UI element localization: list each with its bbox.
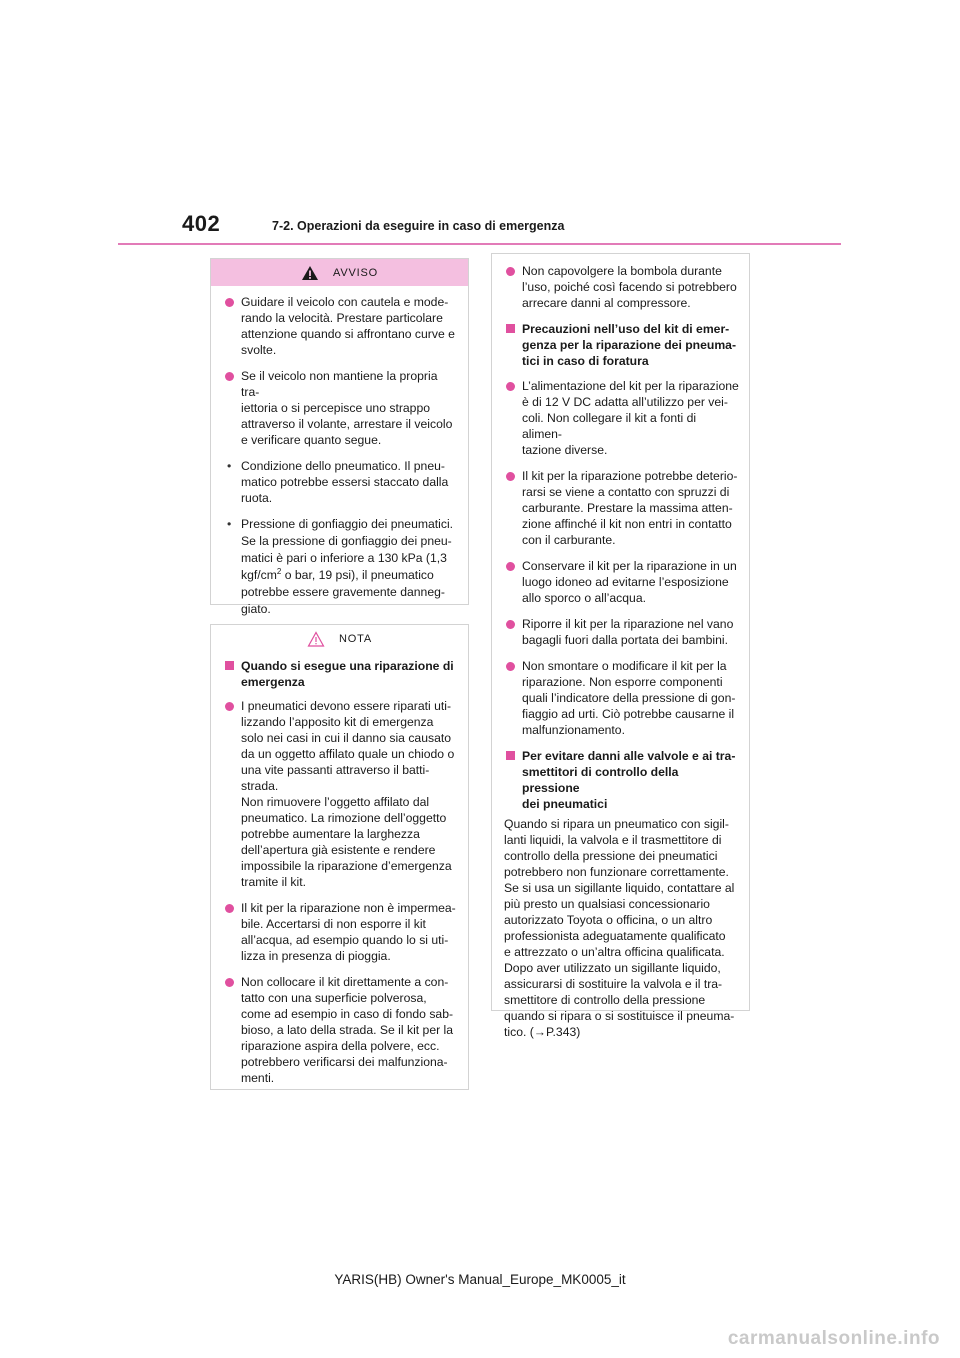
note-heading: Per evitare danni alle valvole e ai tra- smettitori di controllo della pressione dei pneumatici bbox=[504, 748, 739, 812]
warning-box-header bbox=[211, 259, 468, 286]
superscript: 2 bbox=[276, 566, 282, 576]
section-title: 7-2. Operazioni da eseguire in caso di emergenza bbox=[272, 219, 565, 233]
note-item: Non collocare il kit direttamente a con- tatto con una superficie polverosa, come ad esempio in caso di fondo sab- bioso, a lato della strada. Se il kit per la riparazione aspira della polvere, ecc. potrebbero verificarsi dei malfunziona- menti. bbox=[223, 974, 458, 1086]
footer-manual-id: YARIS(HB) Owner's Manual_Europe_MK0005_it bbox=[334, 1272, 626, 1287]
note-heading: Precauzioni nell’uso del kit di emer- genza per la riparazione dei pneuma- tici in caso di foratura bbox=[504, 321, 739, 369]
caution-triangle-icon bbox=[307, 631, 325, 647]
warning-item: Guidare il veicolo con cautela e mode- rando la velocità. Prestare particolare attenzione quando si affrontano curve e svolte. bbox=[223, 294, 458, 358]
watermark: carmanualsonline.info bbox=[727, 1328, 940, 1349]
header-rule bbox=[118, 243, 841, 245]
right-note-box bbox=[491, 253, 750, 1039]
warning-box bbox=[210, 258, 469, 616]
note-item: Il kit per la riparazione potrebbe deterio- rarsi se viene a contatto con spruzzi di carburante. Prestare la massima atten- zione affinché il kit non entri in contatto con il carburante. bbox=[504, 468, 739, 548]
warning-subitem-text: Pressione di gonfiaggio dei pneumatici. Se la pressione di gonfiaggio dei pneu- matici è pari o inferiore a 130 kPa (1,3 kgf/cm bbox=[241, 517, 454, 582]
warning-triangle-icon bbox=[301, 265, 319, 281]
note-item: Non smontare o modificare il kit per la riparazione. Non esporre componenti quali l’indicatore della pressione di gon- fiaggio ad urti. Ciò potrebbe causarne il malfunzionamento. bbox=[504, 658, 739, 738]
note-item: Riporre il kit per la riparazione nel vano bagagli fuori dalla portata dei bambini. bbox=[504, 616, 739, 648]
note-item: I pneumatici devono essere riparati uti- lizzando l’apposito kit di emergenza solo nei casi in cui il danno sia causato da un oggetto affilato quale un chiodo o una vite passanti attraverso il batti- strada. Non rimuovere l’oggetto affilato dal pneumatico. La rimozione dell’oggetto potrebbe aumentare la larghezza dell’apertura già esistente e rendere impossibile la riparazione d’emergenza tramite il kit. bbox=[223, 698, 458, 890]
note-box bbox=[210, 624, 469, 1090]
note-heading: Quando si esegue una riparazione di emergenza bbox=[223, 658, 458, 690]
note-item: Il kit per la riparazione non è impermea- bile. Accertarsi di non esporre il kit all’acqua, ad esempio quando lo si uti- lizza in presenza di pioggia. bbox=[223, 900, 458, 964]
note-box-title: NOTA bbox=[339, 633, 372, 645]
warning-box-title: AVVISO bbox=[333, 266, 378, 279]
page-number: 402 bbox=[182, 211, 221, 236]
warning-item: Se il veicolo non mantiene la propria tra- iettoria o si percepisce uno strappo attraverso il volante, arrestare il veicolo e verificare quanto segue. bbox=[223, 368, 458, 448]
warning-subitem bbox=[223, 516, 458, 618]
note-box-header bbox=[211, 625, 468, 653]
note-item: Non capovolgere la bombola durante l’uso, poiché così facendo si potrebbero arrecare danni al compressore. bbox=[504, 263, 739, 311]
note-item: L’alimentazione del kit per la riparazione è di 12 V DC adatta all’utilizzo per vei- coli. Non collegare il kit a fonti di alimen- tazione diverse. bbox=[504, 378, 739, 458]
note-item: Conservare il kit per la riparazione in un luogo idoneo ad evitarne l’esposizione allo sporco o all’acqua. bbox=[504, 558, 739, 606]
warning-subitem-text-cont: o bar, 19 psi), il pneumatico potrebbe essere gravemente danneg- giato. bbox=[241, 568, 445, 616]
note-paragraph: Quando si ripara un pneumatico con sigil- lanti liquidi, la valvola e il trasmettitore di controllo della pressione dei pneumatici potrebbero non funzionare correttamente. Se si usa un sigillante liquido, contattare al più presto un qualsiasi concessionario autorizzato Toyota o officina, o un altro professionista adeguatamente qualificato e attrezzato o un’altra officina qualificata. Dopo aver utilizzato un sigillante liquido, assicurarsi di sostituire la valvola e il tra- smettitore di controllo della pressione quando si ripara o si sostituisce il pneuma- tico. (→P.343) bbox=[504, 817, 735, 1039]
warning-subitem: • Condizione dello pneumatico. Il pneu- matico potrebbe essersi staccato dalla ruota. bbox=[223, 458, 458, 506]
